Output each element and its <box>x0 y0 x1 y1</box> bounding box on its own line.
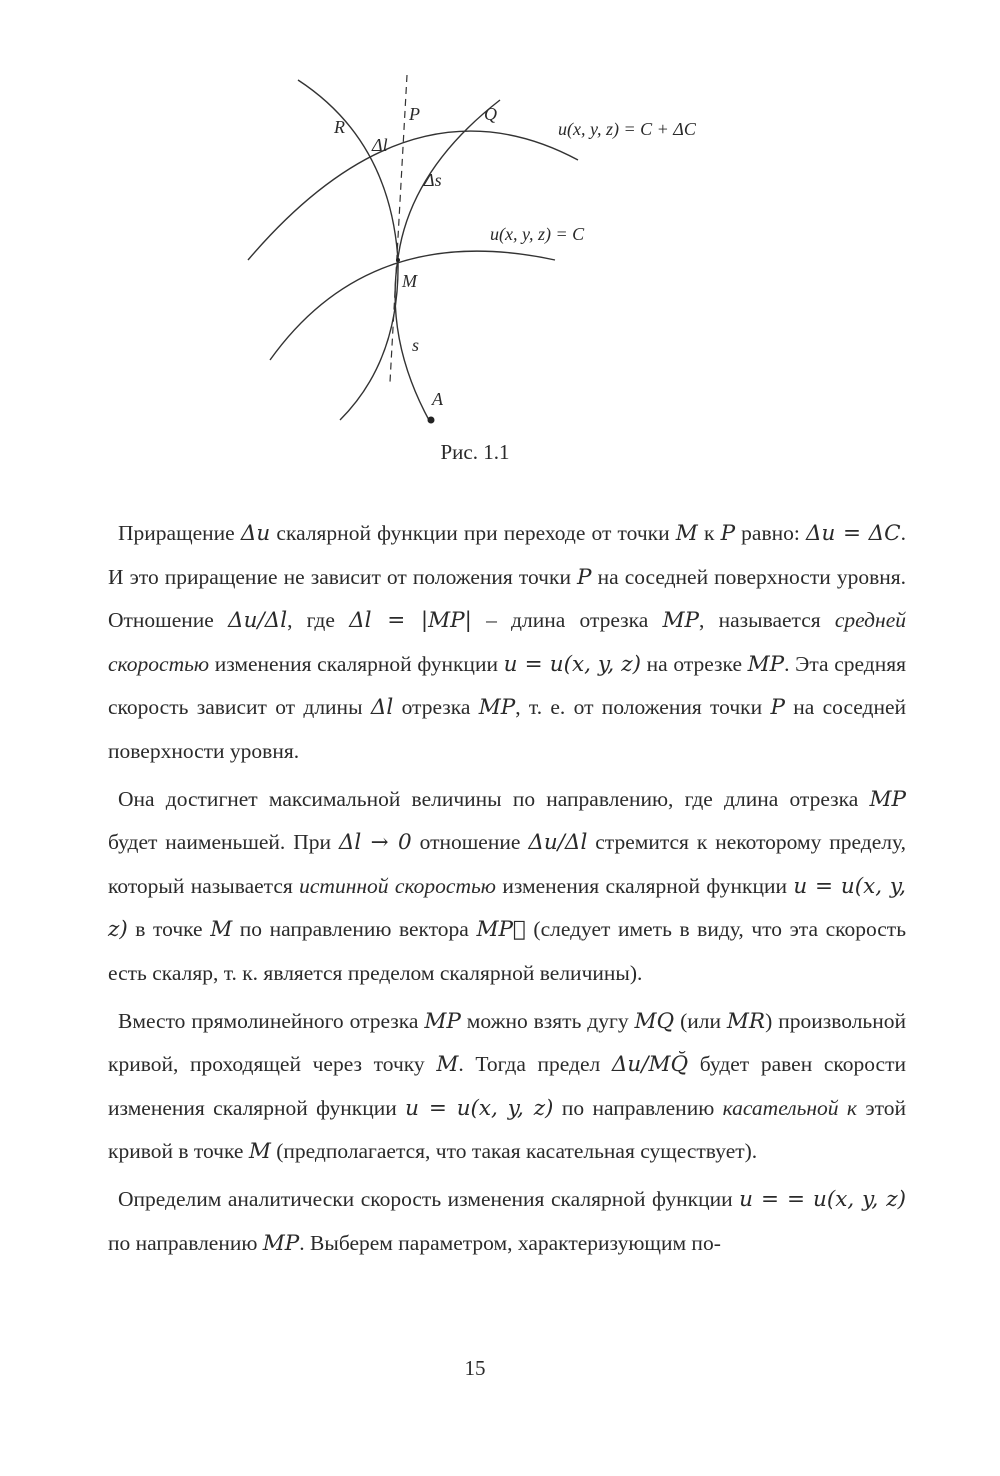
math: P <box>577 564 592 590</box>
point-A <box>428 417 435 424</box>
paragraph-3 <box>108 1000 906 1174</box>
label-A: A <box>432 389 443 409</box>
text: равно: <box>735 521 807 545</box>
text: . Эта средняя скорость зависит от длины <box>108 651 907 720</box>
math: P <box>770 695 785 721</box>
text: . Выберем параметром, характеризующим по- <box>299 1230 721 1255</box>
curve-AMQ <box>395 100 500 422</box>
emphasis: истинной скоростью <box>299 873 496 898</box>
math: MR <box>726 1008 766 1034</box>
label-level-lower: u(x, y, z) = C <box>490 224 585 244</box>
text: в точке <box>127 917 211 942</box>
math: MP <box>424 1008 461 1034</box>
body-text <box>108 512 906 1265</box>
text: . Тогда предел <box>458 1052 612 1077</box>
text: к <box>697 521 721 545</box>
text: (предполагается, что такая касательная существует). <box>270 1139 758 1164</box>
math: u = u(x, y, z) <box>108 873 906 943</box>
math: Δu/Δl <box>528 830 588 856</box>
math: MP⃗ <box>476 917 526 943</box>
point-M <box>396 258 400 262</box>
label-s: s <box>412 335 420 355</box>
math: MP <box>662 608 700 634</box>
math: M <box>675 521 698 546</box>
math: M <box>210 917 233 943</box>
math: Δl <box>370 695 394 721</box>
math: P <box>720 521 736 546</box>
label-M: M <box>402 271 417 291</box>
figure-1-1 <box>200 60 760 440</box>
math: Δu/Δl <box>228 608 288 634</box>
page-number: 15 <box>464 1356 486 1380</box>
math: M <box>436 1052 459 1078</box>
text: будет равен скорости изменения скалярной функции <box>108 1052 906 1120</box>
text: скалярной функции при переходе от точки <box>270 521 676 545</box>
label-delta-l: Δl <box>372 135 388 155</box>
text: , называется <box>699 608 835 633</box>
text: ) произвольной кривой, проходящей через точку <box>108 1008 906 1077</box>
math: MP <box>869 786 906 812</box>
math: Δl → 0 <box>338 830 412 856</box>
text: на соседней поверхности уровня. <box>108 695 906 763</box>
text: на отрезке <box>641 651 748 676</box>
text: (или <box>674 1008 727 1033</box>
text: Вместо прямолинейного отрезка <box>118 1008 425 1033</box>
text: этой кривой в точке <box>108 1095 906 1164</box>
text: по направлению <box>553 1095 723 1120</box>
math: MQ <box>634 1008 675 1034</box>
figure-caption: Рис. 1.1 <box>440 440 510 464</box>
emphasis: касательной к <box>722 1095 857 1120</box>
text: отрезка <box>393 695 479 720</box>
text: Определим аналитически скорость изменения скалярной функции <box>118 1186 740 1211</box>
text: Она достигнет максимальной величины по направлению, где длина отрезка <box>118 786 870 811</box>
math: u = u(x, y, z) <box>405 1095 554 1121</box>
label-P: P <box>409 104 420 124</box>
label-level-upper: u(x, y, z) = C + ΔC <box>558 119 696 139</box>
label-delta-s: Δs <box>424 170 442 190</box>
text: изменения скалярной функции <box>495 873 794 898</box>
emphasis: средней скоростью <box>108 608 906 676</box>
math: Δu = ΔC <box>806 521 901 546</box>
text: (следует иметь в виду, что эта скорость есть скаляр, т. к. является пределом скалярной величины). <box>108 917 907 985</box>
paragraph-2 <box>108 778 906 996</box>
math: u = = u(x, y, z) <box>739 1186 906 1212</box>
math: MP <box>478 695 516 721</box>
math: Δl = |MP| <box>349 608 472 634</box>
paragraph-1 <box>108 512 906 774</box>
text: можно взять дугу <box>460 1008 635 1033</box>
text: , т. е. от положения точки <box>515 695 771 720</box>
math: MP <box>747 651 785 677</box>
text: – длина отрезка <box>471 608 663 633</box>
curve-RM <box>298 80 398 420</box>
text: стремится к некоторому пределу, который называется <box>108 830 906 898</box>
level-surfaces-diagram <box>200 60 760 440</box>
label-Q: Q <box>484 104 497 124</box>
paragraph-4 <box>108 1178 906 1265</box>
text: , где <box>287 608 350 633</box>
text: отношение <box>411 830 529 855</box>
text: по направлению <box>108 1230 263 1255</box>
text: будет наименьшей. При <box>108 830 339 855</box>
math: M <box>248 1139 271 1165</box>
math: Δu <box>240 521 271 546</box>
text: . И это приращение не зависит от положения точки <box>108 521 906 589</box>
math: MP <box>262 1230 300 1256</box>
math: u = u(x, y, z) <box>503 651 641 677</box>
label-R: R <box>334 117 345 137</box>
text: на соседней поверхности уровня. Отношение <box>108 564 906 633</box>
text: по направлению вектора <box>232 917 477 942</box>
text: изменения скалярной функции <box>209 651 504 676</box>
math: Δu/MQ̆ <box>611 1052 689 1078</box>
text: Приращение <box>118 521 241 545</box>
